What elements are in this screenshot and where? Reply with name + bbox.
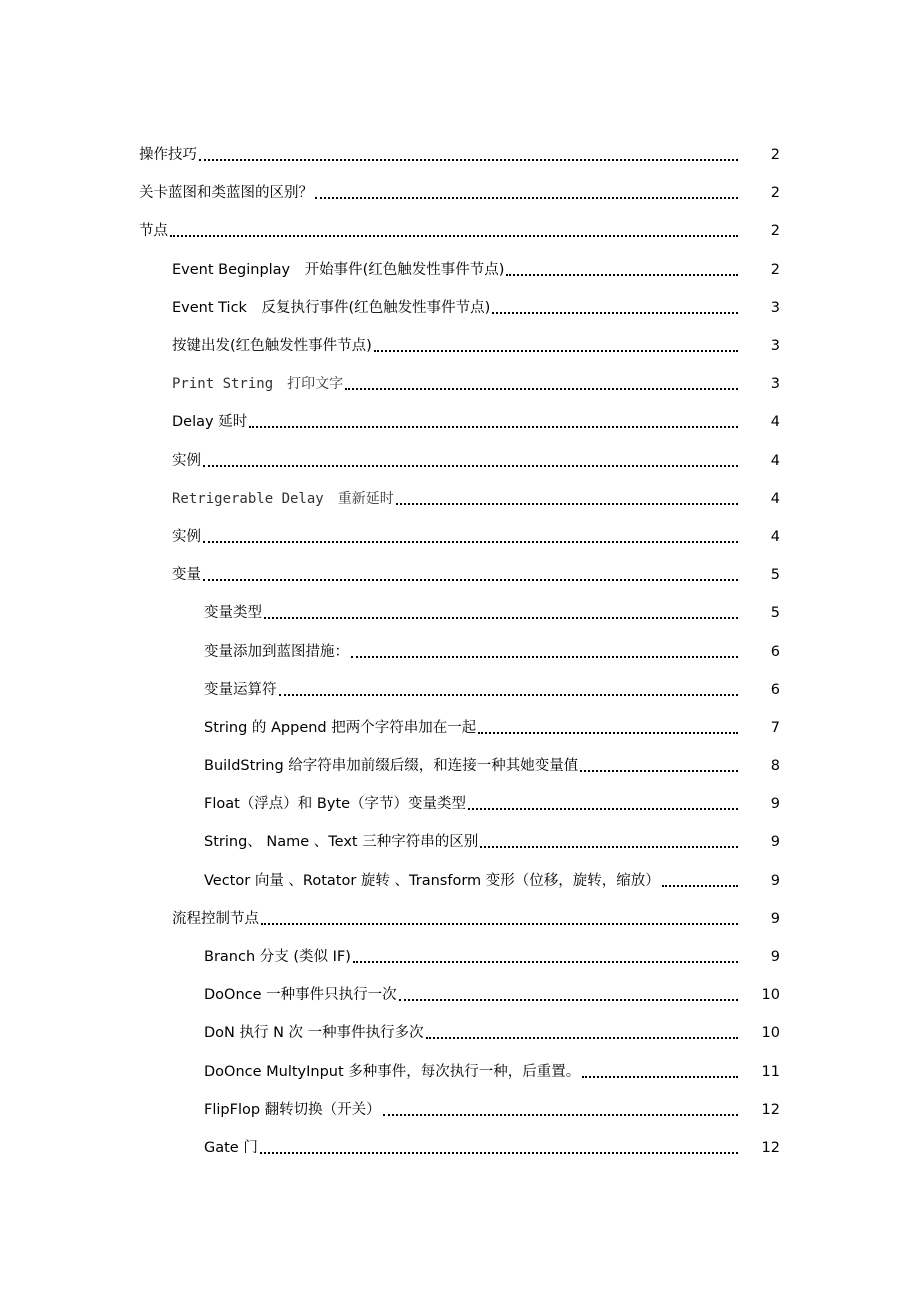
- toc-entry[interactable]: [0, 1053, 920, 1091]
- toc-entry[interactable]: [0, 480, 920, 518]
- toc-entry-page-number: 9: [770, 834, 780, 851]
- toc-entry[interactable]: [0, 365, 920, 403]
- toc-entry[interactable]: [0, 442, 920, 480]
- toc-dot-leader: [480, 832, 738, 848]
- toc-entry[interactable]: [0, 1091, 920, 1129]
- toc-entry-page-number: 4: [770, 452, 780, 469]
- toc-entry-page-number: 4: [770, 414, 780, 431]
- toc-dot-leader: [399, 985, 738, 1001]
- toc-entry-page-number: 10: [761, 987, 780, 1004]
- toc-dot-leader: [478, 718, 738, 734]
- toc-entry-page-number: 12: [761, 1139, 780, 1156]
- toc-entry-title: 变量类型: [204, 605, 262, 622]
- toc-entry-title: Gate 门: [204, 1139, 258, 1156]
- toc-dot-leader: [203, 565, 738, 581]
- toc-dot-leader: [203, 451, 738, 467]
- toc-entry[interactable]: [0, 976, 920, 1014]
- toc-entry-title: 流程控制节点: [172, 910, 259, 927]
- toc-entry[interactable]: [0, 862, 920, 900]
- toc-entry-page-number: 11: [761, 1063, 780, 1080]
- toc-entry-title: Branch 分支 (类似 IF): [204, 949, 351, 966]
- toc-entry-title: 变量: [172, 567, 201, 584]
- toc-dot-leader: [279, 680, 739, 696]
- toc-entry-title: Vector 向量 、Rotator 旋转 、Transform 变形（位移，旋转，缩放）: [204, 872, 660, 889]
- toc-entry[interactable]: [0, 900, 920, 938]
- toc-entry-page-number: 7: [770, 719, 780, 736]
- toc-entry-title: 关卡蓝图和类蓝图的区别？: [139, 185, 313, 202]
- toc-entry[interactable]: [0, 1014, 920, 1052]
- toc-entry-page-number: 5: [770, 605, 780, 622]
- toc-entry-page-number: 3: [770, 376, 780, 393]
- toc-entry-page-number: 2: [770, 185, 780, 202]
- toc-entry-title: Print String 打印文字: [172, 376, 344, 393]
- toc-dot-leader: [264, 603, 738, 619]
- toc-entry-page-number: 4: [770, 528, 780, 545]
- toc-entry[interactable]: [0, 289, 920, 327]
- table-of-contents: [0, 136, 920, 1167]
- toc-entry-title: String、 Name 、Text 三种字符串的区别: [204, 834, 479, 851]
- toc-entry[interactable]: [0, 327, 920, 365]
- toc-entry-page-number: 9: [770, 910, 780, 927]
- toc-entry-title: DoOnce 一种事件只执行一次: [204, 987, 397, 1004]
- toc-dot-leader: [383, 1100, 738, 1116]
- toc-entry-title: 操作技巧: [139, 147, 197, 164]
- toc-entry-page-number: 4: [770, 490, 780, 507]
- toc-entry[interactable]: [0, 1129, 920, 1167]
- toc-dot-leader: [203, 527, 738, 543]
- toc-dot-leader: [492, 298, 738, 314]
- toc-dot-leader: [353, 947, 738, 963]
- toc-entry-title: 实例: [172, 452, 201, 469]
- toc-dot-leader: [260, 1138, 738, 1154]
- toc-entry-page-number: 2: [770, 223, 780, 240]
- toc-entry[interactable]: [0, 136, 920, 174]
- toc-entry-title: 实例: [172, 528, 201, 545]
- toc-entry-title: BuildString 给字符串加前缀后缀，和连接一种其她变量值: [204, 758, 579, 775]
- toc-entry[interactable]: [0, 785, 920, 823]
- toc-entry-page-number: 6: [770, 681, 780, 698]
- toc-dot-leader: [170, 221, 738, 237]
- toc-dot-leader: [374, 336, 738, 352]
- toc-entry[interactable]: [0, 938, 920, 976]
- toc-dot-leader: [345, 374, 738, 390]
- toc-dot-leader: [426, 1023, 738, 1039]
- toc-dot-leader: [468, 794, 738, 810]
- toc-entry-title: 变量添加到蓝图措施：: [204, 643, 349, 660]
- toc-entry[interactable]: [0, 709, 920, 747]
- toc-entry[interactable]: [0, 823, 920, 861]
- toc-entry-page-number: 3: [770, 299, 780, 316]
- toc-entry-title: 按键出发(红色触发性事件节点): [172, 338, 372, 355]
- toc-entry-page-number: 9: [770, 872, 780, 889]
- toc-entry[interactable]: [0, 556, 920, 594]
- toc-entry-title: 变量运算符: [204, 681, 277, 698]
- toc-entry-page-number: 2: [770, 261, 780, 278]
- toc-entry-page-number: 12: [761, 1101, 780, 1118]
- toc-entry-title: Retrigerable Delay 重新延时: [172, 490, 394, 507]
- toc-entry[interactable]: [0, 671, 920, 709]
- toc-entry-title: Float（浮点）和 Byte（字节）变量类型: [204, 796, 467, 813]
- toc-dot-leader: [580, 756, 738, 772]
- toc-entry-page-number: 5: [770, 567, 780, 584]
- toc-entry[interactable]: [0, 251, 920, 289]
- toc-entry[interactable]: [0, 632, 920, 670]
- toc-entry-page-number: 8: [770, 758, 780, 775]
- toc-dot-leader: [396, 489, 738, 505]
- toc-dot-leader: [315, 183, 738, 199]
- toc-entry-title: DoOnce MultyInput 多种事件，每次执行一种，后重置。: [204, 1063, 581, 1080]
- toc-entry-title: Event Tick 反复执行事件(红色触发性事件节点): [172, 299, 491, 316]
- toc-entry-title: FlipFlop 翻转切换（开关）: [204, 1101, 381, 1118]
- toc-entry[interactable]: [0, 747, 920, 785]
- toc-entry-page-number: 6: [770, 643, 780, 660]
- toc-entry[interactable]: [0, 518, 920, 556]
- toc-dot-leader: [662, 871, 738, 887]
- toc-entry[interactable]: [0, 403, 920, 441]
- toc-dot-leader: [351, 642, 738, 658]
- toc-entry-page-number: 9: [770, 796, 780, 813]
- toc-entry-page-number: 9: [770, 949, 780, 966]
- toc-dot-leader: [506, 260, 738, 276]
- toc-entry-page-number: 2: [770, 147, 780, 164]
- toc-dot-leader: [249, 412, 738, 428]
- toc-dot-leader: [261, 909, 738, 925]
- toc-entry-page-number: 10: [761, 1025, 780, 1042]
- toc-entry-title: DoN 执行 N 次 一种事件执行多次: [204, 1025, 424, 1042]
- toc-entry-title: 节点: [139, 223, 168, 240]
- toc-entry[interactable]: [0, 594, 920, 632]
- toc-entry-title: String 的 Append 把两个字符串加在一起: [204, 719, 477, 736]
- toc-dot-leader: [582, 1062, 738, 1078]
- toc-entry[interactable]: [0, 212, 920, 250]
- toc-entry-page-number: 3: [770, 338, 780, 355]
- toc-entry[interactable]: [0, 174, 920, 212]
- toc-entry-title: Event Beginplay 开始事件(红色触发性事件节点): [172, 261, 505, 278]
- toc-dot-leader: [199, 145, 738, 161]
- toc-entry-title: Delay 延时: [172, 414, 248, 431]
